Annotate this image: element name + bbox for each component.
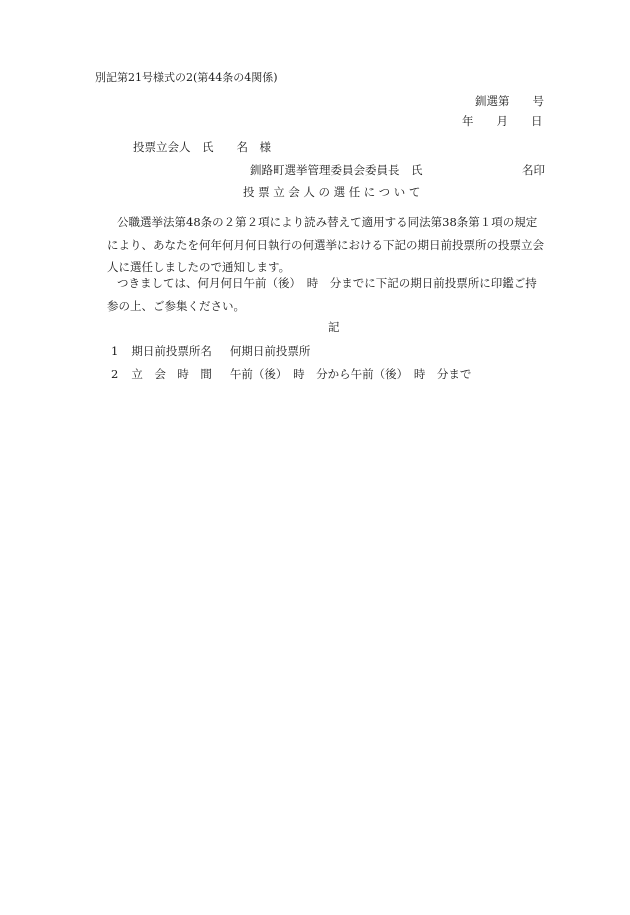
body-paragraph-2: つきましては、何月何日午前（後） 時 分までに下記の期日前投票所に印鑑ご持参の上、ご参集ください。 — [107, 276, 537, 313]
list-item-1 — [111, 344, 310, 358]
sender: 釧路町選挙管理委員会委員長 氏 — [250, 163, 423, 177]
item-1-number: 1 — [111, 344, 119, 358]
document-title: 投票立会人の選任について — [243, 185, 424, 199]
addressee: 投票立会人 氏 名 様 — [133, 140, 271, 154]
body-paragraph-1: 公職選挙法第48条の２第２項により読み替えて適用する同法第38条第１項の規定により、あなたを何年何月何日執行の何選挙における下記の期日前投票所の投票立会人に選任しましたので通知します。 — [107, 215, 544, 274]
form-reference: 別記第21号様式の2(第44条の4関係) — [95, 71, 278, 84]
item-1-value: 何期日前投票所 — [229, 344, 311, 358]
item-1-label: 期日前投票所名 — [131, 344, 212, 358]
document-number: 釧選第 号 — [475, 94, 544, 108]
sender-seal: 名印 — [522, 163, 545, 177]
ki-heading: 記 — [328, 320, 340, 334]
item-2-number: 2 — [111, 367, 119, 381]
document-date: 年 月 日 — [462, 114, 543, 128]
list-item-2 — [111, 367, 471, 381]
item-2-value: 午前（後） 時 分から午前（後） 時 分まで — [229, 367, 472, 381]
item-2-label: 立 会 時 間 — [131, 367, 212, 381]
